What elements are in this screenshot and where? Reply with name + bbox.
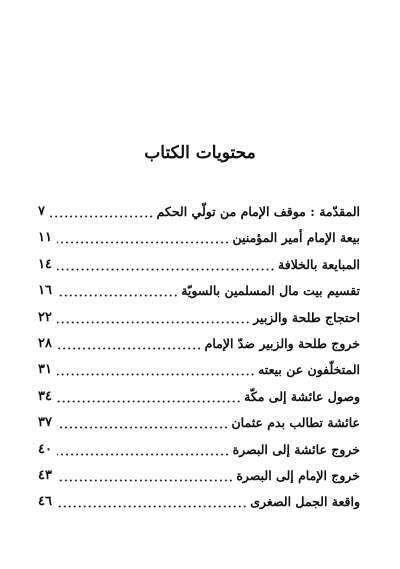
toc-entry-title: المتخلّفون عن بيعته <box>258 362 360 378</box>
toc-entry <box>38 386 360 406</box>
toc-entry-title: بيعة الإمام أمير المؤمنين <box>232 230 360 246</box>
toc-entry-title: خروج الإمام إلى البصرة <box>236 467 360 483</box>
toc-title: محتويات الكتاب <box>144 143 256 163</box>
toc-entry-page: ٣٧ <box>38 415 52 431</box>
toc-entry-title: عائشة تطالب بدم عثمان <box>231 415 360 431</box>
toc-entry-page: ٣١ <box>38 362 52 378</box>
toc-entry-page: ٧ <box>38 204 45 219</box>
toc-entry-page: ٤٣ <box>38 467 52 483</box>
toc-entry-title: واقعة الجمل الصغرى <box>250 494 360 510</box>
dot-leader <box>50 204 154 218</box>
toc-entry <box>38 227 360 247</box>
dot-leader <box>57 310 250 324</box>
dot-leader <box>57 494 247 508</box>
toc-list <box>38 201 360 518</box>
dot-leader <box>57 468 233 482</box>
toc-entry-page: ٤٦ <box>38 494 52 510</box>
dot-leader <box>57 442 230 456</box>
toc-entry <box>38 465 360 485</box>
dot-leader <box>57 415 229 429</box>
toc-entry <box>38 333 360 353</box>
dot-leader <box>57 362 255 376</box>
dot-leader <box>57 336 202 350</box>
toc-entry <box>38 201 360 221</box>
toc-entry-page: ١٤ <box>38 256 52 272</box>
toc-entry <box>38 359 360 379</box>
dot-leader <box>57 230 230 244</box>
toc-entry <box>38 491 360 511</box>
toc-entry-page: ٢٢ <box>38 309 52 325</box>
toc-entry-page: ٣٤ <box>38 388 52 404</box>
toc-entry-title: خروج طلحة والزبير ضدّ الإمام <box>204 335 360 351</box>
toc-entry <box>38 439 360 459</box>
toc-entry-page: ١٦ <box>38 283 52 299</box>
dot-leader <box>57 283 178 297</box>
toc-entry-title: المقدّمة : موقف الإمام من تولّي الحكم <box>156 204 360 219</box>
toc-entry-title: احتجاج طلحة والزبير <box>253 309 360 325</box>
toc-entry <box>38 280 360 300</box>
toc-entry-title: المبايعة بالخلافة <box>278 256 360 272</box>
toc-entry-title: وصول عائشة إلى مكّة <box>244 388 360 404</box>
toc-entry-title: خروج عائشة إلى البصرة <box>232 441 360 457</box>
toc-entry-page: ١١ <box>38 230 52 246</box>
toc-entry <box>38 412 360 432</box>
toc-entry-title: تقسيم بيت مال المسلمين بالسويّة <box>181 283 360 299</box>
dot-leader <box>57 257 275 271</box>
toc-entry <box>38 254 360 274</box>
dot-leader <box>57 389 241 403</box>
toc-entry-page: ٤٠ <box>38 441 52 457</box>
toc-entry-page: ٢٨ <box>38 335 52 351</box>
toc-entry <box>38 307 360 327</box>
